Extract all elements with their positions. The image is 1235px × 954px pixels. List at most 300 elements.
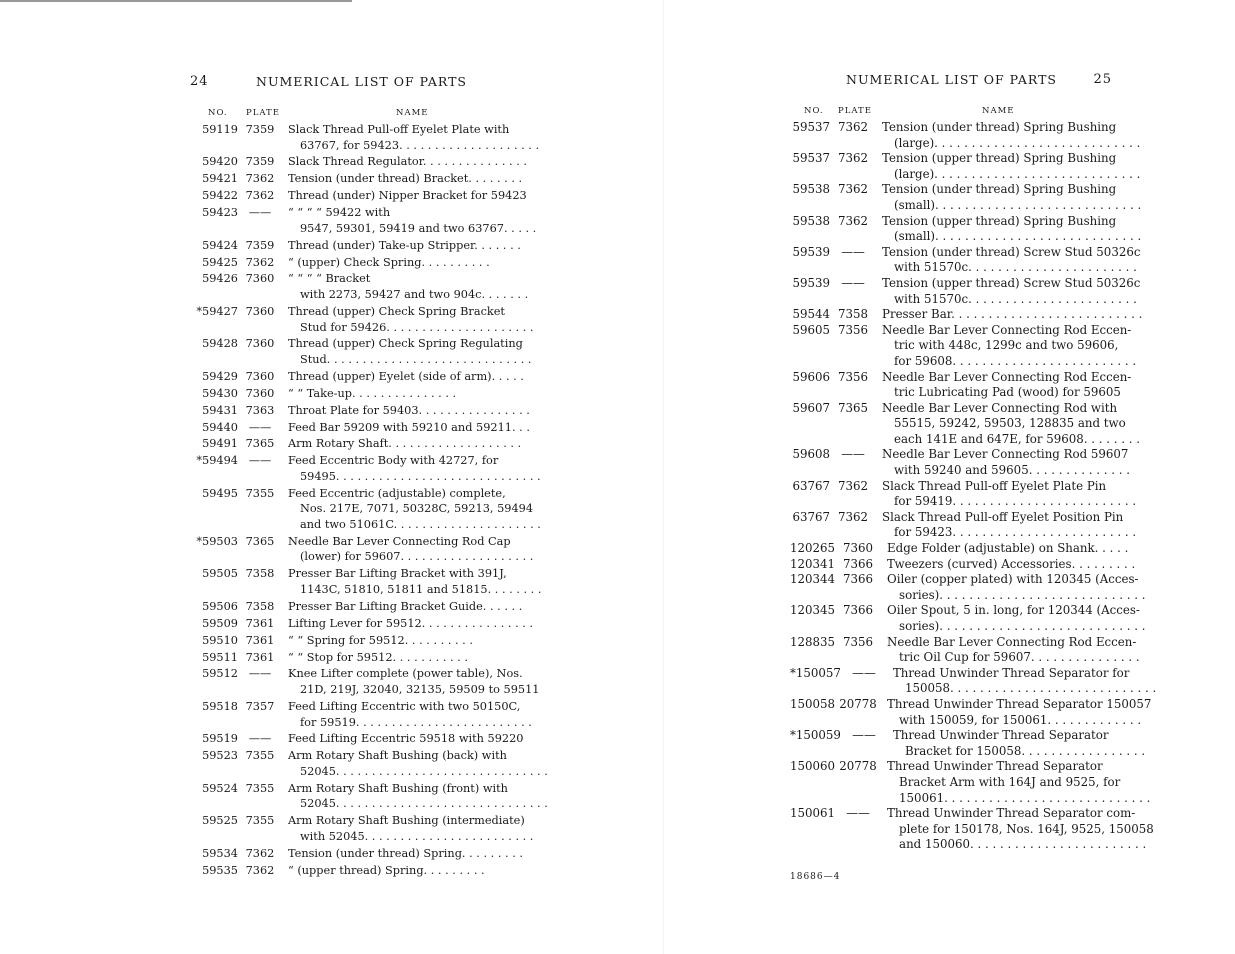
part-row [790, 322, 1137, 370]
part-number: 59538 [792, 213, 830, 228]
part-row [190, 154, 535, 170]
part-name [876, 479, 1136, 510]
part-row [190, 813, 535, 844]
part-number: *59494 [196, 454, 238, 468]
part-name-line: Tension (under thread) Spring Bushing [882, 120, 1117, 134]
part-name [282, 748, 548, 779]
part-row [190, 731, 535, 747]
part-row [790, 213, 1142, 245]
part-name-line: Needle Bar Lever Connecting Rod Eccen- [882, 369, 1132, 384]
plate-number: —— [248, 667, 272, 681]
part-number: 120341 [790, 556, 836, 571]
part-name-line: “ (upper thread) Spring. . . . . . . . . [288, 863, 485, 877]
plate-number: 7358 [245, 599, 275, 613]
part-name [282, 122, 539, 153]
part-name-line: Thread (upper) Check Spring Regulating [288, 337, 523, 351]
plate-number: —— [841, 447, 865, 462]
part-name-line: Oiler (copper plated) with 120345 (Acces- [887, 572, 1139, 587]
part-name [881, 541, 1130, 557]
plate-number: 7362 [837, 213, 869, 228]
part-name-line: Needle Bar Lever Connecting Rod 59607 [882, 447, 1129, 462]
plate-number: 7362 [837, 182, 869, 197]
part-name [881, 806, 1154, 853]
part-name [881, 697, 1151, 728]
plate-number: 7356 [837, 322, 869, 337]
part-row [190, 453, 541, 484]
part-name-line: tric Lubricating Pad (wood) for 59605 [894, 385, 1121, 400]
plate-number: 7355 [245, 814, 275, 828]
plate-number: 7365 [245, 534, 275, 548]
part-name [282, 403, 535, 419]
part-name-line: Presser Bar Lifting Bracket with 391J, [288, 567, 507, 581]
part-name [887, 666, 1156, 697]
part-name [876, 120, 1140, 151]
part-name-line: Tension (upper thread) Spring Bushing [882, 151, 1117, 166]
part-row [790, 182, 1142, 213]
part-number: *59427 [196, 304, 238, 318]
part-number: 59495 [202, 486, 238, 500]
part-name [876, 370, 1131, 401]
part-name [881, 635, 1140, 666]
part-name-line: Tension (under thread) Bracket. . . . . . . . [288, 172, 523, 186]
part-name [282, 633, 535, 649]
left-page-number: 24 [190, 74, 209, 89]
plate-number: 7360 [843, 541, 874, 556]
part-name-line: Feed Bar 59209 with 59210 and 59211. . . [288, 420, 530, 434]
part-name-line: Stud. . . . . . . . . . . . . . . . . . . . . . . . . . . . . [300, 352, 532, 366]
part-name [282, 781, 548, 812]
part-row [790, 400, 1141, 448]
part-name-line: 150058. . . . . . . . . . . . . . . . . . . . . . . . . . . . [904, 681, 1157, 696]
plate-number: 7358 [245, 567, 275, 581]
part-name-line: 63767, for 59423. . . . . . . . . . . . . . . . . . . . [300, 138, 540, 152]
part-number: 59537 [792, 151, 830, 166]
plate-number: 7361 [245, 616, 275, 630]
part-name-line: and 150060. . . . . . . . . . . . . . . . . . . . . . . . [899, 837, 1147, 852]
plate-number: 7366 [843, 603, 874, 618]
col-name-header: NAME [982, 106, 1015, 116]
part-name-line: sories). . . . . . . . . . . . . . . . . . . . . . . . . . . . [899, 587, 1146, 602]
part-name [282, 534, 535, 565]
part-row [790, 541, 1130, 557]
right-page-title: NUMERICAL LIST OF PARTS [846, 72, 1058, 87]
part-name-line: for 59519. . . . . . . . . . . . . . . . . . . . . . . . . [300, 715, 532, 729]
page-gutter [663, 0, 664, 954]
part-name-line: 9547, 59301, 59419 and two 63767. . . . . [300, 221, 537, 235]
part-name [887, 728, 1145, 759]
part-name-line: for 59608. . . . . . . . . . . . . . . . . . . . . . . . . [894, 353, 1137, 368]
part-number: *150059 [790, 728, 841, 743]
part-row [790, 572, 1146, 603]
part-name [282, 599, 535, 615]
part-name-line: “ “ “ “ 59422 with [288, 206, 391, 220]
part-row [190, 650, 535, 666]
part-row [190, 616, 535, 632]
part-name-line: Thread Unwinder Thread Separator com- [887, 806, 1136, 821]
part-row [190, 271, 535, 302]
part-number: 59534 [202, 846, 238, 860]
plate-number: 7362 [245, 863, 275, 877]
part-name-line: “ “ “ “ Bracket [288, 272, 371, 286]
plate-number: 7361 [245, 650, 275, 664]
part-name [881, 557, 1135, 573]
part-name-line: sories). . . . . . . . . . . . . . . . . . . . . . . . . . . . [899, 619, 1146, 633]
part-name [282, 666, 539, 697]
plate-number: 7355 [245, 781, 275, 795]
part-number: 120344 [790, 572, 836, 587]
part-name-line: Arm Rotary Shaft Bushing (intermediate) [288, 814, 525, 828]
part-name-line: Thread (under) Nipper Bracket for 59423 [288, 189, 527, 203]
part-name-line: Nos. 217E, 7071, 50328C, 59213, 59494 [300, 502, 534, 516]
part-name-line: with 52045. . . . . . . . . . . . . . . . . . . . . . . . [300, 829, 534, 843]
part-name-line: 150061. . . . . . . . . . . . . . . . . . . . . . . . . . . . [899, 790, 1151, 805]
part-row [190, 699, 535, 730]
part-name-line: 21D, 219J, 32040, 32135, 59509 to 59511 [300, 683, 540, 697]
plate-number: 20778 [839, 696, 877, 711]
plate-number: 7360 [245, 337, 275, 351]
part-name-line: Feed Eccentric (adjustable) complete, [288, 486, 506, 500]
plate-number: —— [248, 732, 272, 746]
part-name [876, 182, 1141, 213]
part-number: 150058 [790, 696, 836, 711]
part-row [790, 244, 1141, 276]
part-row [790, 728, 1146, 759]
part-name [876, 510, 1136, 541]
plate-number: 7355 [245, 486, 275, 500]
part-row [790, 665, 1157, 697]
right-parts-list [790, 120, 1157, 853]
left-page-title: NUMERICAL LIST OF PARTS [256, 74, 468, 89]
right-column-headers [790, 106, 1130, 120]
part-row [190, 420, 535, 436]
part-name-line: Needle Bar Lever Connecting Rod Cap [288, 534, 511, 548]
part-name-line: 1143C, 51810, 51811 and 51815. . . . . . . . [300, 582, 542, 596]
part-name [876, 245, 1140, 276]
part-number: 150061 [790, 806, 836, 821]
part-name [876, 447, 1130, 478]
part-name-line: (small). . . . . . . . . . . . . . . . . . . . . . . . . . . . [894, 197, 1142, 212]
part-row [790, 634, 1140, 666]
plate-number: 7362 [245, 255, 275, 269]
part-number: 59525 [202, 814, 238, 828]
part-row [790, 759, 1151, 806]
part-name [876, 323, 1136, 370]
part-name [282, 154, 535, 170]
plate-number: 7356 [837, 369, 869, 384]
plate-number: 7360 [245, 304, 275, 318]
part-number: 59423 [202, 206, 238, 220]
part-name-line: Feed Lifting Eccentric with two 50150C, [288, 699, 521, 713]
plate-number: —— [248, 454, 272, 468]
part-name-line: Lifting Lever for 59512. . . . . . . . . . . . . . . . [288, 616, 534, 630]
part-name-line: Knee Lifter complete (power table), Nos. [288, 667, 523, 681]
part-name-line: Tension (upper thread) Spring Bushing [882, 213, 1117, 228]
plate-number: —— [852, 728, 876, 743]
part-name-line: Thread Unwinder Thread Separator [892, 728, 1109, 743]
part-row [790, 275, 1141, 307]
part-name-line: plete for 150178, Nos. 164J, 9525, 150058 [899, 821, 1154, 836]
plate-number: 7362 [245, 172, 275, 186]
part-name-line: Stud for 59426. . . . . . . . . . . . . . . . . . . . . [300, 320, 534, 334]
part-name-line: “ “ Take-up. . . . . . . . . . . . . . . [288, 386, 457, 400]
part-name [876, 307, 1142, 323]
part-name-line: Throat Plate for 59403. . . . . . . . . . . . . . . . [288, 403, 530, 417]
plate-number: 7358 [837, 307, 869, 322]
part-number: *150057 [790, 665, 841, 680]
part-number: 63767 [792, 509, 830, 524]
part-number: 59544 [792, 307, 830, 322]
part-row [190, 122, 540, 153]
part-name [282, 420, 535, 436]
part-name [881, 603, 1145, 634]
plate-number: 7362 [837, 151, 869, 166]
part-name-line: (small). . . . . . . . . . . . . . . . . . . . . . . . . . . . [894, 229, 1142, 244]
part-name [282, 336, 535, 367]
col-no-header: NO. [804, 106, 824, 116]
part-number: 59422 [202, 189, 238, 203]
part-name-line: Thread Unwinder Thread Separator [887, 759, 1103, 774]
part-number: 59511 [202, 650, 238, 664]
part-name-line: (lower) for 59607. . . . . . . . . . . . . . . . . . . [300, 550, 534, 564]
part-row [790, 509, 1137, 541]
part-row [190, 633, 535, 649]
part-name-line: Thread (upper) Eyelet (side of arm). . . . . [288, 369, 524, 383]
plate-number: 7362 [245, 189, 275, 203]
part-number: 120265 [790, 541, 836, 556]
part-name [876, 276, 1140, 307]
part-name-line: Slack Thread Regulator. . . . . . . . . . . . . . . [288, 155, 527, 169]
part-name [282, 453, 541, 484]
part-number: 59606 [792, 369, 830, 384]
part-name-line: Presser Bar Lifting Bracket Guide. . . . . . [288, 599, 523, 613]
part-name [282, 238, 535, 254]
part-number: 59605 [792, 322, 830, 337]
left-page-header [190, 68, 535, 96]
part-name [881, 759, 1150, 806]
part-number: 59539 [792, 244, 830, 259]
right-page-number: 25 [1093, 72, 1112, 87]
part-number: 59429 [202, 369, 238, 383]
part-name [282, 813, 535, 844]
part-number: 59491 [202, 437, 238, 451]
part-name-line: Slack Thread Pull-off Eyelet Plate with [288, 123, 510, 136]
part-row [190, 238, 535, 254]
part-name-line: Tension (under thread) Spring. . . . . . . . . [288, 846, 523, 860]
part-name-line: (large). . . . . . . . . . . . . . . . . . . . . . . . . . . . [894, 135, 1141, 150]
part-number: 59421 [202, 172, 238, 186]
part-number: 59509 [202, 616, 238, 630]
part-name-line: Tension (upper thread) Screw Stud 50326c [882, 275, 1141, 290]
part-name-line: “ “ Stop for 59512. . . . . . . . . . . [288, 650, 468, 664]
part-name [282, 846, 535, 862]
scan-edge-line [0, 0, 352, 2]
part-name-line: Oiler Spout, 5 in. long, for 120344 (Acces- [887, 603, 1140, 618]
left-column-headers [190, 108, 535, 122]
col-no-header: NO. [208, 108, 228, 118]
part-row [190, 599, 535, 615]
part-number: 59523 [202, 749, 238, 763]
part-name-line: 55515, 59242, 59503, 128835 and two [894, 416, 1126, 431]
part-name [282, 369, 535, 385]
part-number: 150060 [790, 759, 836, 774]
part-name-line: Arm Rotary Shaft Bushing (back) with [288, 749, 507, 763]
part-name [282, 205, 536, 236]
part-name-line: Slack Thread Pull-off Eyelet Plate Pin [882, 478, 1107, 493]
plate-number: 7365 [245, 437, 275, 451]
part-name-line: Thread (under) Take-up Stripper. . . . . . . [288, 238, 521, 252]
part-name-line: with 2273, 59427 and two 904c. . . . . . . [300, 288, 529, 302]
part-number: 59539 [792, 275, 830, 290]
part-number: 128835 [790, 634, 836, 649]
part-name-line: each 141E and 647E, for 59608. . . . . . . . [894, 431, 1141, 446]
plate-number: 7360 [245, 369, 275, 383]
part-name-line: Slack Thread Pull-off Eyelet Position Pin [882, 509, 1124, 524]
part-name [282, 304, 535, 335]
part-row [190, 336, 535, 367]
col-plate-header: PLATE [838, 106, 872, 116]
part-name-line: “ (upper) Check Spring. . . . . . . . . . [288, 255, 490, 269]
part-row [190, 369, 535, 385]
part-row [190, 486, 541, 533]
part-name [282, 486, 541, 533]
plate-number: 7363 [245, 403, 275, 417]
part-name [282, 566, 541, 597]
part-number: 59119 [202, 123, 238, 136]
part-number: 59510 [202, 633, 238, 647]
part-row [190, 205, 535, 236]
plate-number: —— [248, 206, 272, 220]
plate-number: 7359 [245, 238, 275, 252]
col-plate-header: PLATE [246, 108, 280, 118]
part-name-line: Presser Bar. . . . . . . . . . . . . . . . . . . . . . . . . . [882, 307, 1143, 322]
part-number: *59503 [196, 534, 238, 548]
part-number: 59537 [792, 120, 830, 134]
part-number: 59538 [792, 182, 830, 197]
part-name-line: Feed Eccentric Body with 42727, for [288, 454, 499, 468]
part-row [790, 151, 1141, 182]
part-row [790, 478, 1137, 510]
part-number: 59430 [202, 386, 238, 400]
part-row [190, 863, 535, 879]
part-number: 59608 [792, 447, 830, 462]
part-name [282, 650, 535, 666]
part-name [282, 699, 535, 730]
part-row [190, 255, 535, 271]
part-name-line: 52045. . . . . . . . . . . . . . . . . . . . . . . . . . . . . . [300, 797, 548, 811]
part-name [876, 214, 1141, 245]
plate-number: 7361 [245, 633, 275, 647]
part-row [190, 171, 535, 187]
part-row [190, 304, 535, 335]
right-page [790, 66, 1157, 853]
part-row [790, 447, 1130, 478]
part-number: 59505 [202, 567, 238, 581]
part-name-line: Tweezers (curved) Accessories. . . . . . . . . [887, 556, 1136, 571]
part-name-line: Edge Folder (adjustable) on Shank. . . . . [887, 541, 1129, 556]
plate-number: —— [248, 420, 272, 434]
plate-number: 7360 [245, 272, 275, 286]
part-name [282, 171, 535, 187]
part-name [876, 401, 1140, 448]
part-row [190, 748, 548, 779]
part-name-line: with 51570c. . . . . . . . . . . . . . . . . . . . . . . [894, 260, 1137, 275]
part-number: 59607 [792, 400, 830, 415]
part-row [190, 188, 535, 204]
part-name [282, 616, 535, 632]
part-name-line: Arm Rotary Shaft Bushing (front) with [288, 781, 508, 795]
part-name-line: with 51570c. . . . . . . . . . . . . . . . . . . . . . . [894, 291, 1137, 306]
part-number: 59420 [202, 155, 238, 169]
part-number: 59431 [202, 403, 238, 417]
part-row [790, 120, 1141, 151]
part-name-line: Needle Bar Lever Connecting Rod Eccen- [882, 322, 1132, 337]
part-name [876, 151, 1140, 182]
part-name [282, 271, 535, 302]
part-name-line: with 59240 and 59605. . . . . . . . . . . . . . [894, 463, 1130, 478]
plate-number: —— [841, 275, 865, 290]
part-name-line: “ “ Spring for 59512. . . . . . . . . . [288, 633, 473, 647]
part-row [190, 403, 535, 419]
part-name-line: 52045. . . . . . . . . . . . . . . . . . . . . . . . . . . . . . [300, 764, 548, 778]
part-number: 59426 [202, 272, 238, 286]
part-row [190, 846, 535, 862]
part-name-line: for 59419. . . . . . . . . . . . . . . . . . . . . . . . . [894, 494, 1137, 509]
part-name [282, 436, 535, 452]
part-name-line: (large). . . . . . . . . . . . . . . . . . . . . . . . . . . . [894, 166, 1141, 181]
part-row [190, 386, 535, 402]
left-parts-list [190, 122, 548, 878]
plate-number: —— [852, 665, 876, 680]
plate-number: 7362 [837, 509, 869, 524]
plate-number: —— [846, 806, 870, 821]
part-name-line: tric with 448c, 1299c and two 59606, [894, 338, 1119, 353]
part-name-line: and two 51061C. . . . . . . . . . . . . . . . . . . . . [300, 518, 541, 531]
part-name-line: Tension (under thread) Spring Bushing [882, 182, 1117, 197]
part-name-line: Tension (under thread) Screw Stud 50326c [882, 244, 1141, 259]
part-row [790, 806, 1154, 853]
part-number: 59440 [202, 420, 238, 434]
part-number: 120345 [790, 603, 836, 618]
part-name-line: tric Oil Cup for 59607. . . . . . . . . . . . . . . [899, 650, 1140, 665]
part-row [790, 556, 1136, 573]
part-row [790, 603, 1146, 634]
part-row [190, 566, 542, 597]
part-name-line: with 150059, for 150061. . . . . . . . . . . . . [899, 712, 1142, 727]
plate-number: 7362 [837, 120, 869, 134]
part-name-line: Needle Bar Lever Connecting Rod Eccen- [887, 634, 1137, 649]
plate-number: 20778 [839, 759, 877, 774]
part-name-line: Arm Rotary Shaft. . . . . . . . . . . . . . . . . . . [288, 437, 522, 451]
col-name-header: NAME [396, 108, 429, 118]
part-name [881, 572, 1145, 603]
part-name-line: Needle Bar Lever Connecting Rod with [882, 400, 1118, 415]
part-row [190, 666, 540, 697]
right-page-header [790, 66, 1130, 94]
part-name [282, 386, 535, 402]
left-page [190, 68, 548, 880]
plate-number: 7366 [843, 556, 874, 571]
part-number: 59512 [202, 667, 238, 681]
part-name-line: Bracket Arm with 164J and 9525, for [899, 774, 1121, 789]
part-number: 63767 [792, 478, 830, 493]
part-number: 59535 [202, 863, 238, 877]
plate-number: 7365 [837, 400, 869, 415]
plate-number: 7359 [245, 123, 275, 136]
plate-number: 7362 [837, 478, 869, 493]
plate-number: —— [841, 244, 865, 259]
part-row [790, 307, 1143, 323]
part-row [190, 436, 535, 452]
